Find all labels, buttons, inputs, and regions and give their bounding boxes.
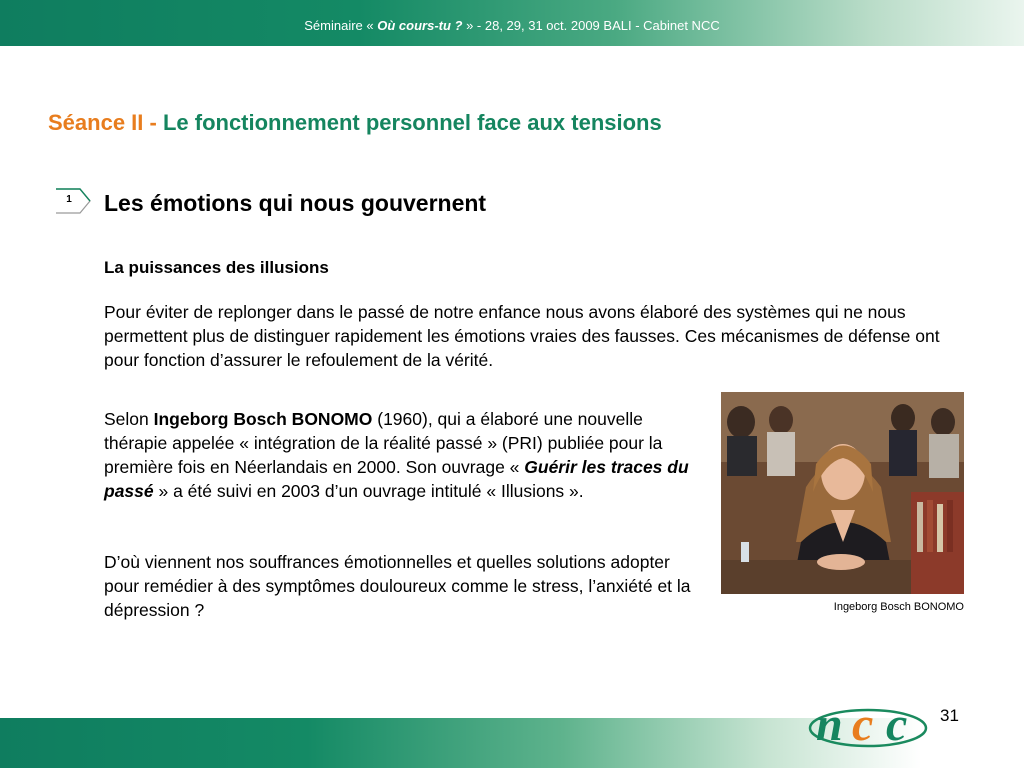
p2-text-a: Selon: [104, 409, 154, 429]
header-bar: [0, 0, 1024, 46]
page-number: 31: [940, 706, 959, 725]
p2-text-b: (1960), qui a élaboré une nouvelle thérapie appelée « intégration de la réalité passé » (PRI) publiée pour la première fois en Néerlandais en 2000. Son ouvrage «: [104, 409, 663, 477]
header-prefix: Séminaire «: [304, 18, 378, 33]
header-suffix: » - 28, 29, 31 oct. 2009 BALI - Cabinet NCC: [462, 18, 720, 33]
p2-book-title: Guérir les traces du passé: [104, 457, 689, 501]
p2-author-name: Ingeborg Bosch BONOMO: [153, 409, 373, 429]
p2-text-c: » a été suivi en 2003 d’un ouvrage intitulé « Illusions ».: [153, 481, 584, 501]
section-number-icon: [54, 186, 94, 216]
header-emphasis: Où cours-tu ?: [377, 18, 463, 33]
paragraph-1: Pour éviter de replonger dans le passé de notre enfance nous avons élaboré des systèmes qui ne nous permettent plus de distinguer rapidement les émotions vraies des fausses. Ces mécanismes de défense ont pour fonction d’assurer le refoulement de la vérité.: [104, 302, 940, 370]
section-number: 1: [66, 194, 72, 205]
paragraph-3: D’où viennent nos souffrances émotionnelles et quelles solutions adopter pour remédier à des symptômes douloureux comme le stress, l’anxiété et la dépression ?: [104, 552, 691, 620]
svg-text:n: n: [816, 698, 843, 750]
title-prefix: Séance II -: [48, 110, 163, 135]
ncc-logo: [806, 688, 936, 750]
title-main: Le fonctionnement personnel face aux tensions: [162, 110, 662, 135]
slide-title: [48, 110, 662, 136]
photo-caption: Ingeborg Bosch BONOMO: [833, 601, 964, 613]
section-heading: Les émotions qui nous gouvernent: [104, 190, 487, 216]
paragraph-2: [104, 407, 704, 503]
svg-text:c: c: [886, 698, 908, 750]
header-text: [0, 18, 1024, 33]
author-photo: [721, 392, 964, 594]
section-subheading: La puissances des illusions: [104, 258, 329, 277]
svg-text:c: c: [852, 698, 874, 750]
